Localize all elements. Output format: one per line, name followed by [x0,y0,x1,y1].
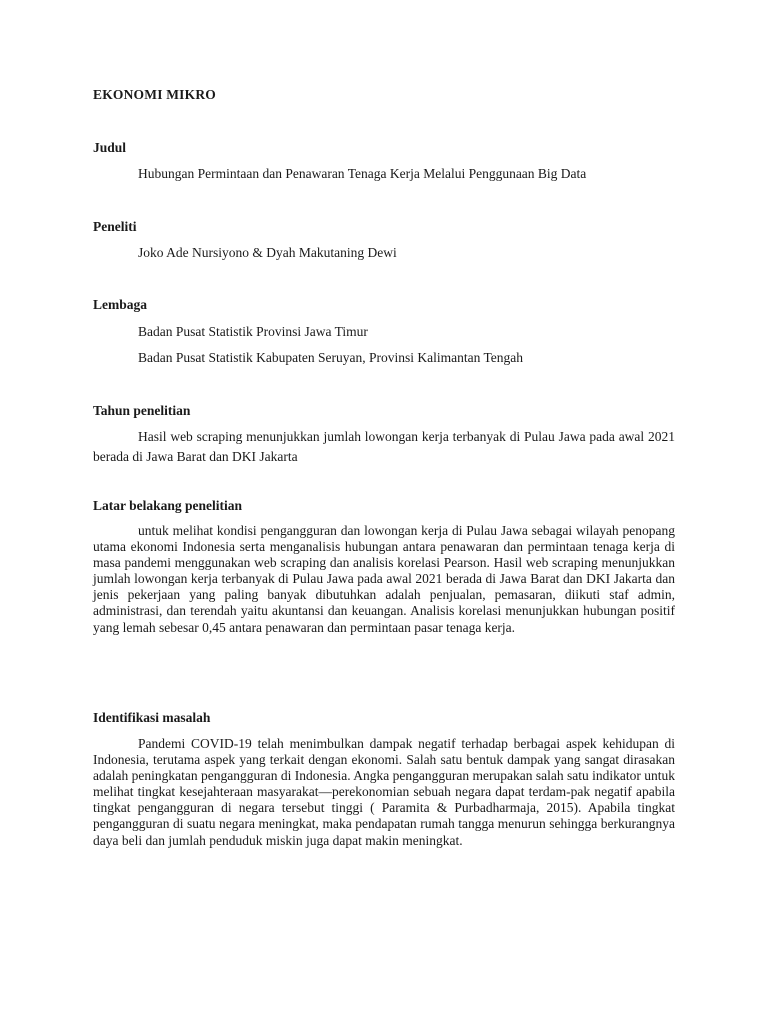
lembaga-line-1: Badan Pusat Statistik Provinsi Jawa Timur [138,324,368,339]
lembaga-line-2: Badan Pusat Statistik Kabupaten Seruyan, Provinsi Kalimantan Tengah [138,350,523,365]
latar-belakang-paragraph: untuk melihat kondisi pengangguran dan lowongan kerja di Pulau Jawa sebagai wilayah penopang utama ekonomi Indonesia serta menganalisis hubungan antara penawaran dan permintaan tenaga kerja di masa pandemi menggunakan web scraping dan analisis korelasi Pearson. Hasil web scraping menunjukkan jumlah lowongan kerja terbanyak di Pulau Jawa pada awal 2021 berada di Jawa Barat dan DKI Jakarta dan jenis pekerjaan yang paling banyak dibutuhkan adalah penjualan, pemasaran, diikuti staf admin, administrasi, dan terendah yaitu akuntansi dan keuangan. Analisis korelasi menunjukkan hubungan positif yang lemah sebesar 0,45 antara penawaran dan permintaan pasar tenaga kerja. [93,523,675,635]
heading-identifikasi-masalah: Identifikasi masalah [93,710,211,725]
heading-lembaga: Lembaga [93,297,147,312]
tahun-penelitian-paragraph: Hasil web scraping menunjukkan jumlah lowongan kerja terbanyak di Pulau Jawa pada awal 2021 berada di Jawa Barat dan DKI Jakarta [93,429,675,464]
judul-text: Hubungan Permintaan dan Penawaran Tenaga Kerja Melalui Penggunaan Big Data [138,166,587,181]
heading-peneliti: Peneliti [93,219,137,234]
heading-latar-belakang: Latar belakang penelitian [93,498,243,513]
peneliti-text: Joko Ade Nursiyono & Dyah Makutaning Dewi [138,245,397,260]
identifikasi-masalah-paragraph: Pandemi COVID-19 telah menimbulkan dampak negatif terhadap berbagai aspek kehidupan di Indonesia, terutama aspek yang terkait dengan ekonomi. Salah satu bentuk dampak yang sangat dirasakan adalah peningkatan pengangguran di Indonesia. Angka pengangguran merupakan salah satu indikator untuk melihat tingkat kesejahteraan masyarakat—perekonomian sebuah negara dapat terdam-pak negatif apabila tingkat pengangguran di negara tersebut tinggi ( Paramita & Purbadharmaja, 2015). Apabila tingkat pengangguran di suatu negara meningkat, maka pendapatan rumah tangga menurun sehingga berkurangnya daya beli dan jumlah penduduk miskin juga dapat makin meningkat. [93,736,675,848]
document-title: EKONOMI MIKRO [93,87,216,102]
heading-tahun-penelitian: Tahun penelitian [93,403,191,418]
heading-judul: Judul [93,140,127,155]
